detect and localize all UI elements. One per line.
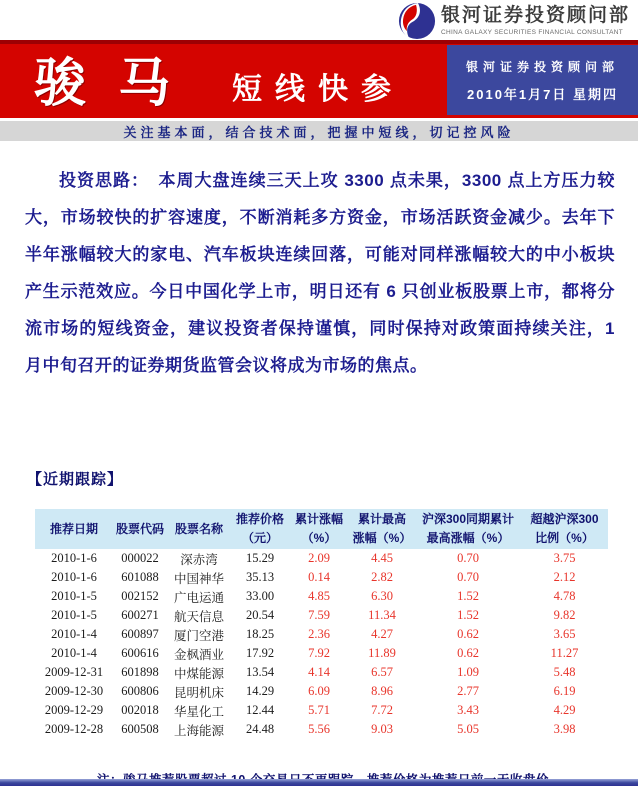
- column-header: 超越沪深300 比例（%）: [521, 509, 608, 549]
- table-cell: 35.13: [245, 570, 275, 584]
- table-row: [35, 625, 608, 644]
- table-cell: 7.59: [308, 608, 330, 622]
- table-cell: 7.72: [371, 703, 393, 717]
- table-cell: 2.12: [553, 570, 576, 584]
- table-cell: 2.77: [457, 684, 479, 698]
- table-cell: 广电运通: [173, 590, 224, 605]
- table-cell: 2010-1-4: [51, 646, 97, 660]
- logo-text: [441, 6, 630, 36]
- table-cell: 600616: [121, 646, 159, 660]
- table-cell: 5.05: [457, 722, 479, 736]
- table-cell: 6.30: [371, 589, 393, 603]
- issue-date: 2010年1月7日 星期四: [467, 86, 618, 102]
- table-cell: 2009-12-29: [44, 703, 104, 717]
- slogan-text: 关注基本面，结合技术面，把握中短线，切记控风险: [123, 124, 515, 140]
- table-row: [35, 606, 608, 625]
- table-cell: 1.52: [457, 608, 479, 622]
- table-cell: 4.45: [371, 551, 393, 565]
- table-cell: 中煤能源: [173, 666, 224, 681]
- table-cell: 601088: [121, 570, 159, 584]
- table-cell: 002018: [121, 703, 159, 717]
- table-cell: 2009-12-28: [44, 722, 104, 736]
- table-cell: 4.78: [553, 589, 576, 603]
- table-cell: 002152: [121, 589, 159, 603]
- investment-idea-paragraph: 投资思路： 本周大盘连续三天上攻 3300 点未果，3300 点上方压力较大，市场较快的扩容速度，不断消耗多方资金，市场活跃资金减少。去年下半年涨幅较大的家电、汽车板块连续回落，可能对同样涨幅较大的中小板块产生示范效应。今日中国化学上市，明日还有 6 只创业板股票上市，都将分流市场的短线资金，建议投资者保持谨慎，同时保持对政策面持续关注，1 月中旬召开的证券期货监管会议将成为市场的焦点。: [25, 171, 615, 375]
- column-header: 累计涨幅 （%）: [289, 509, 349, 549]
- tracking-table: [35, 509, 608, 739]
- table-body: [35, 549, 608, 739]
- table-cell: 昆明机床: [173, 685, 224, 700]
- table-cell: 上海能源: [173, 723, 224, 738]
- table-cell: 4.27: [371, 627, 393, 641]
- table-cell: 2010-1-6: [51, 570, 97, 584]
- table-cell: 7.92: [308, 646, 330, 660]
- table-cell: 航天信息: [173, 609, 224, 624]
- department-label: 银河证券投资顾问部: [465, 59, 619, 74]
- table-cell: 000022: [121, 551, 159, 565]
- company-logo: [398, 2, 630, 40]
- table-cell: 9.82: [553, 608, 576, 622]
- masthead-banner: [0, 40, 638, 118]
- table-cell: 3.98: [553, 722, 576, 736]
- table-cell: 11.89: [368, 646, 396, 660]
- table-cell: 20.54: [245, 608, 275, 622]
- table-header-row: [35, 509, 608, 549]
- table-cell: 12.44: [245, 703, 275, 717]
- table-row: [35, 644, 608, 663]
- table-cell: 9.03: [371, 722, 393, 736]
- company-name-cn: 银河证券投资顾问部: [440, 5, 630, 27]
- table-cell: 2010-1-4: [51, 627, 97, 641]
- table-cell: 4.85: [308, 589, 330, 603]
- table-cell: 0.70: [457, 570, 479, 584]
- table-cell: 厦门空港: [173, 628, 224, 643]
- table-cell: 2010-1-5: [51, 608, 97, 622]
- table-cell: 8.96: [371, 684, 393, 698]
- table-row: [35, 587, 608, 606]
- table-cell: 0.70: [457, 551, 479, 565]
- slogan-bar: [0, 121, 638, 141]
- table-cell: 2009-12-30: [44, 684, 104, 698]
- table-cell: 0.62: [457, 646, 479, 660]
- table-cell: 深赤湾: [180, 552, 218, 567]
- column-header: 累计最高 涨幅（%）: [349, 509, 415, 549]
- table-cell: 17.92: [245, 646, 275, 660]
- publication-subtitle: 短线快参: [232, 73, 404, 106]
- table-cell: 0.62: [457, 627, 479, 641]
- publication-title: 骏马: [34, 55, 203, 113]
- column-header: 沪深300同期累计 最高涨幅（%）: [415, 509, 521, 549]
- table-cell: 2010-1-5: [51, 589, 97, 603]
- table-row: [35, 568, 608, 587]
- column-header: 股票名称: [167, 509, 231, 549]
- table-cell: 6.09: [308, 684, 330, 698]
- column-header: 推荐价格 （元）: [231, 509, 289, 549]
- table-row: [35, 701, 608, 720]
- table-cell: 华星化工: [173, 704, 224, 719]
- table-cell: 15.29: [245, 551, 275, 565]
- table-cell: 600897: [121, 627, 159, 641]
- company-name-en: CHINA GALAXY SECURITIES FINANCIAL CONSULTANT: [440, 28, 623, 36]
- table-cell: 5.71: [308, 703, 330, 717]
- table-cell: 6.19: [553, 684, 576, 698]
- table-cell: 3.43: [457, 703, 479, 717]
- galaxy-swirl-icon: [398, 2, 436, 40]
- table-cell: 24.48: [245, 722, 275, 736]
- table-cell: 5.56: [308, 722, 330, 736]
- table-cell: 中国神华: [173, 571, 224, 586]
- table-cell: 0.14: [308, 570, 330, 584]
- table-row: [35, 663, 608, 682]
- table-row: [35, 549, 608, 568]
- table-cell: 3.75: [553, 551, 576, 565]
- table-cell: 13.54: [245, 665, 275, 679]
- table-cell: 601898: [121, 665, 159, 679]
- table-cell: 2.36: [308, 627, 330, 641]
- table-cell: 5.48: [553, 665, 576, 679]
- column-header: 股票代码: [113, 509, 167, 549]
- table-cell: 4.14: [308, 665, 330, 679]
- table-cell: 11.27: [550, 646, 579, 660]
- date-box: [447, 45, 638, 115]
- table-cell: 1.09: [457, 665, 479, 679]
- column-header: 推荐日期: [35, 509, 113, 549]
- table-cell: 3.65: [553, 627, 576, 641]
- tracking-section-title: 【近期跟踪】: [27, 471, 124, 488]
- table-cell: 1.52: [457, 589, 479, 603]
- footer-bar: [0, 779, 638, 786]
- table-header: [35, 509, 608, 549]
- table-cell: 600806: [121, 684, 159, 698]
- table-cell: 6.57: [371, 665, 393, 679]
- table-cell: 600508: [121, 722, 159, 736]
- top-header: [0, 0, 638, 40]
- table-cell: 2.09: [308, 551, 330, 565]
- table-cell: 2010-1-6: [51, 551, 97, 565]
- table-row: [35, 682, 608, 701]
- table-cell: 600271: [121, 608, 159, 622]
- table-cell: 金枫酒业: [173, 647, 224, 662]
- table-cell: 2009-12-31: [44, 665, 104, 679]
- table-cell: 4.29: [553, 703, 576, 717]
- table-cell: 14.29: [245, 684, 275, 698]
- table-row: [35, 720, 608, 739]
- table-cell: 2.82: [371, 570, 393, 584]
- table-cell: 33.00: [245, 589, 275, 603]
- table-cell: 11.34: [368, 608, 396, 622]
- table-cell: 18.25: [245, 627, 275, 641]
